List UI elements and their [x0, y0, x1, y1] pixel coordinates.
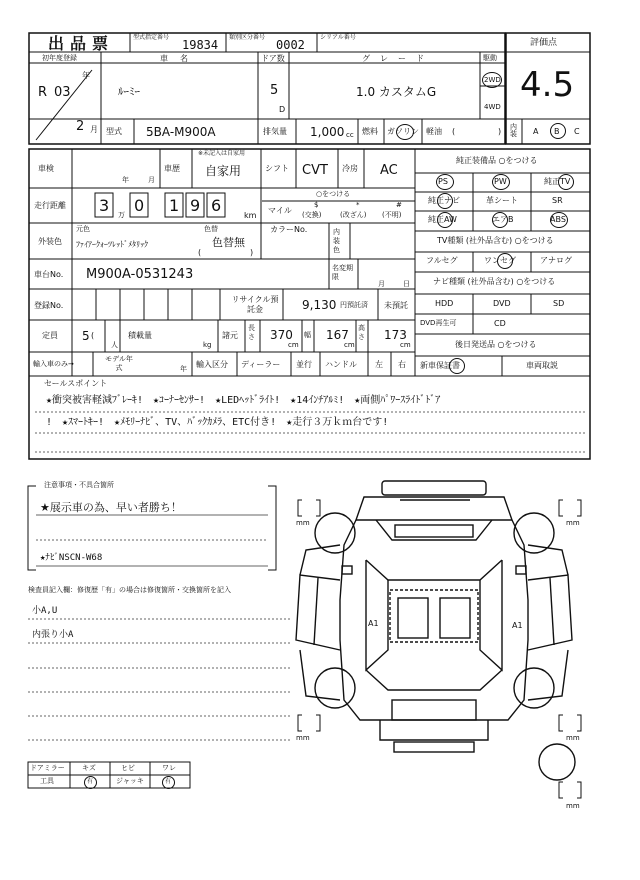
- import-label: 輸入車のみ→: [33, 360, 74, 368]
- fuel-diesel: 軽油: [426, 127, 442, 136]
- unknown-label: (不明): [382, 211, 402, 219]
- recycle-unit: 円預託済: [340, 301, 368, 309]
- tv-title: TV種類 (社外品含む) ○をつける: [437, 236, 554, 245]
- equip-tv: 純正TV: [544, 177, 571, 186]
- model-value: 5BA-M900A: [146, 125, 216, 139]
- form-title: 出品票: [48, 34, 115, 53]
- circle-gasoline: [396, 124, 414, 140]
- kg-unit: kg: [203, 341, 212, 349]
- mirror-label: ドアミラー: [30, 764, 65, 772]
- circle-2wd: [482, 72, 502, 88]
- mileage-label: 走行距離: [34, 201, 66, 210]
- navi-title: ナビ種類 (社外品含む) ○をつける: [433, 277, 556, 286]
- name-change-day: 日: [403, 280, 410, 288]
- unknown-symbol: #: [396, 201, 402, 209]
- circle-interior-b: [550, 123, 566, 139]
- length-value: 370: [270, 328, 293, 342]
- dealer-option: ディーラー: [241, 360, 281, 369]
- sales-label: セールスポイント: [44, 379, 108, 388]
- circle-airbag: [492, 212, 508, 228]
- width-label: 幅: [304, 331, 311, 339]
- model-year-label: モデル年式: [105, 355, 133, 372]
- class-no-value: 0002: [276, 38, 305, 52]
- mileage-digit-2: 0: [134, 196, 145, 215]
- km-unit: km: [244, 211, 257, 220]
- interior-b: B: [554, 127, 560, 136]
- equip-pw: PW: [494, 177, 507, 186]
- handle-left: 左: [375, 360, 383, 369]
- mm-front-left: mm: [296, 519, 310, 527]
- length-label: 長さ: [248, 324, 255, 341]
- jack-present-mark: 有: [165, 778, 172, 785]
- displacement-label: 排気量: [263, 127, 287, 136]
- import-class-label: 輸入区分: [196, 360, 228, 369]
- equip-sr: SR: [552, 196, 563, 205]
- equip-airbag: エアB: [492, 215, 514, 224]
- handle-right: 右: [398, 360, 406, 369]
- interior-c: C: [574, 127, 580, 136]
- mileage-digit-3: 1: [169, 196, 180, 215]
- auth-no-value: 19834: [182, 38, 219, 52]
- recycle-value: 9,130: [302, 298, 337, 312]
- tool-label: 工具: [40, 777, 54, 785]
- tv-oneseg: ワンセグ: [484, 256, 516, 265]
- circle-abs: [550, 212, 568, 228]
- recycle-unpaid: 未預託: [384, 301, 408, 310]
- cc-unit: cc: [346, 131, 354, 139]
- grade-label: グレード: [362, 54, 434, 63]
- notes-line-2: ★ﾅﾋﾞNSCN-W68: [40, 553, 103, 563]
- score-label: 評価点: [530, 38, 558, 48]
- interior-color-label: 内装色: [333, 228, 340, 254]
- damage-a1-right: A1: [512, 621, 523, 630]
- fuel-label: 燃料: [362, 127, 378, 136]
- displacement-value: 1,000: [310, 125, 345, 139]
- length-cm: cm: [288, 341, 299, 349]
- door-label: ドア数: [261, 54, 285, 63]
- cd-label: CD: [494, 319, 506, 328]
- interior-a: A: [533, 127, 539, 136]
- reg-month: 2: [76, 119, 85, 134]
- mm-rear-left: mm: [296, 734, 310, 742]
- drive-4wd: 4WD: [484, 103, 501, 111]
- handle-label: ハンドル: [325, 360, 357, 369]
- doors-value: 5: [270, 83, 279, 98]
- first-reg-label: 初年度登録: [42, 54, 77, 62]
- inspector-line-1: 小A,U: [32, 606, 58, 616]
- recycle-label: リサイクル預託金: [231, 295, 279, 314]
- circle-aw: [437, 212, 453, 228]
- shaken-year-unit: 年: [122, 176, 129, 184]
- fuel-gasoline: ガソリン: [387, 127, 419, 136]
- equip-leather: 革シート: [486, 196, 518, 205]
- color-no-label: カラーNo.: [270, 225, 308, 234]
- navi-dvd: DVD: [493, 299, 511, 308]
- import-year-unit: 年: [180, 365, 187, 373]
- regno-label: 登録No.: [34, 301, 64, 310]
- notes-label: 注意事項・不具合箇所: [44, 481, 114, 489]
- paren-left: (: [452, 127, 456, 136]
- shift-value: CVT: [302, 163, 328, 178]
- equip-abs: ABS: [550, 215, 566, 224]
- modified-label: (改ざん): [340, 211, 367, 219]
- capacity-value: 5: [82, 329, 90, 343]
- drive-label: 駆動: [483, 54, 497, 62]
- capacity-label: 定員: [42, 331, 58, 340]
- year-unit: 年: [82, 71, 90, 80]
- height-label: 高さ: [358, 324, 365, 341]
- exterior-label: 外装色: [38, 237, 62, 246]
- person-unit: 人: [111, 341, 118, 349]
- modified-symbol: *: [356, 201, 360, 209]
- repaint-paren-left: (: [198, 248, 202, 257]
- load-label: 積載量: [128, 331, 152, 340]
- exchange-label: (交換): [302, 211, 322, 219]
- parallel-option: 並行: [296, 360, 312, 369]
- mile-circle-note: ○をつける: [316, 190, 351, 198]
- door-type: D: [279, 105, 286, 114]
- jack-label: ジャッキ: [116, 777, 144, 785]
- inspector-label: 検査員記入欄：修復歴「有」の場合は修復箇所・交換箇所を記入: [28, 586, 231, 594]
- circle-tv: [558, 174, 574, 190]
- dvd-play-label: DVD再生可: [420, 319, 457, 327]
- later-title: 後日発送品 ○をつける: [455, 340, 537, 349]
- reg-era: R: [38, 85, 48, 100]
- name-change-month: 月: [378, 280, 385, 288]
- height-value: 173: [384, 328, 407, 342]
- chassis-label: 車台No.: [34, 270, 64, 279]
- capacity-paren: (: [91, 331, 95, 340]
- width-value: 167: [326, 328, 349, 342]
- ware-label: ワレ: [162, 764, 176, 772]
- tv-fullseg: フルセグ: [426, 256, 458, 265]
- mileage-digit-5: 6: [211, 196, 222, 215]
- serial-label: シリアル番号: [320, 34, 356, 41]
- equip-ps: PS: [438, 177, 448, 186]
- circle-warranty: [449, 358, 465, 374]
- tool-present-mark: 有: [87, 778, 94, 785]
- navi-sd: SD: [553, 299, 565, 308]
- inspector-line-2: 内張り小A: [32, 630, 74, 640]
- width-cm: cm: [344, 341, 355, 349]
- dims-label: 諸元: [222, 331, 238, 340]
- height-cm: cm: [400, 341, 411, 349]
- equipment-title: 純正装備品 ○をつける: [456, 156, 538, 165]
- model-label: 型式: [106, 127, 122, 136]
- circle-ps: [436, 174, 454, 190]
- grade-value: 1.0 カスタムG: [356, 85, 437, 99]
- mm-front-right: mm: [566, 519, 580, 527]
- class-no-label: 類別区分番号: [229, 34, 266, 41]
- orig-color-label: 元色: [76, 225, 90, 233]
- man-unit: 万: [118, 211, 125, 219]
- mm-spare: mm: [566, 802, 580, 810]
- shift-label: シフト: [265, 164, 289, 173]
- month-unit: 月: [90, 125, 98, 134]
- circle-oneseg: [497, 253, 513, 269]
- tv-analog: アナログ: [540, 256, 572, 265]
- equip-aw: 純正AW: [428, 215, 457, 224]
- equip-navi: 純正ナビ: [428, 196, 460, 205]
- damage-a1-left: A1: [368, 619, 379, 628]
- score-value: 4.5: [520, 65, 575, 105]
- history-value: 自家用: [205, 164, 242, 178]
- repaint-label: 色替: [204, 225, 218, 233]
- hibi-label: ヒビ: [121, 764, 135, 772]
- history-label: 車歴: [164, 164, 180, 173]
- orig-color-value: ﾌｧｲｱｰｸｫｰﾂﾚｯﾄﾞﾒﾀﾘｯｸ: [76, 240, 148, 249]
- ac-value: AC: [380, 163, 398, 178]
- car-diagram: [296, 481, 575, 780]
- exchange-symbol: $: [314, 201, 319, 209]
- interior-label: 内装: [510, 123, 517, 138]
- car-name-value: ﾙｰﾐｰ: [118, 85, 140, 98]
- navi-hdd: HDD: [435, 299, 454, 308]
- mileage-digit-1: 3: [99, 196, 110, 215]
- repaint-value: 色替無: [212, 236, 245, 249]
- car-name-label: 車名: [160, 54, 200, 63]
- circle-navi: [437, 193, 453, 209]
- sales-line-1: ★衝突被害軽減ﾌﾞﾚｰｷ! ★ｺｰﾅｰｾﾝｻｰ! ★LEDﾍｯﾄﾞﾗｲﾄ! ★14ｲﾝﾁｱﾙﾐ! ★両側ﾊﾟﾜｰｽﾗｲﾄﾞﾄﾞｱ: [46, 395, 441, 406]
- reg-year: 03: [54, 85, 71, 100]
- later-warranty: 新車保証書: [420, 361, 460, 370]
- auth-no-label: 型式指定番号: [133, 34, 170, 41]
- chassis-value: M900A-0531243: [86, 267, 194, 282]
- kizu-label: キズ: [82, 764, 96, 772]
- shaken-month-unit: 月: [148, 176, 155, 184]
- name-change-label: 名変期限: [332, 264, 353, 281]
- ac-label: 冷房: [342, 164, 358, 173]
- history-note: ※未記入は自家用: [198, 150, 246, 157]
- circle-pw: [492, 174, 510, 190]
- paren-right: ): [498, 127, 502, 136]
- shaken-label: 車検: [38, 164, 54, 173]
- notes-line-1: ★展示車の為、早い者勝ち！: [40, 501, 182, 514]
- mile-label: マイル: [268, 206, 292, 215]
- mileage-digit-4: 9: [190, 196, 201, 215]
- later-manual: 車両取説: [526, 361, 558, 370]
- mm-rear-right: mm: [566, 734, 580, 742]
- circle-jack: [162, 776, 175, 789]
- sales-line-2: ! ★ｽﾏｰﾄｷｰ! ★ﾒﾓﾘｰﾅﾋﾞ、TV、ﾊﾞｯｸｶﾒﾗ、ETC付き! ★走行３万ｋｍ台です!: [46, 417, 389, 428]
- repaint-paren-right: ): [250, 248, 254, 257]
- circle-tool: [84, 776, 97, 789]
- drive-2wd: 2WD: [484, 76, 501, 84]
